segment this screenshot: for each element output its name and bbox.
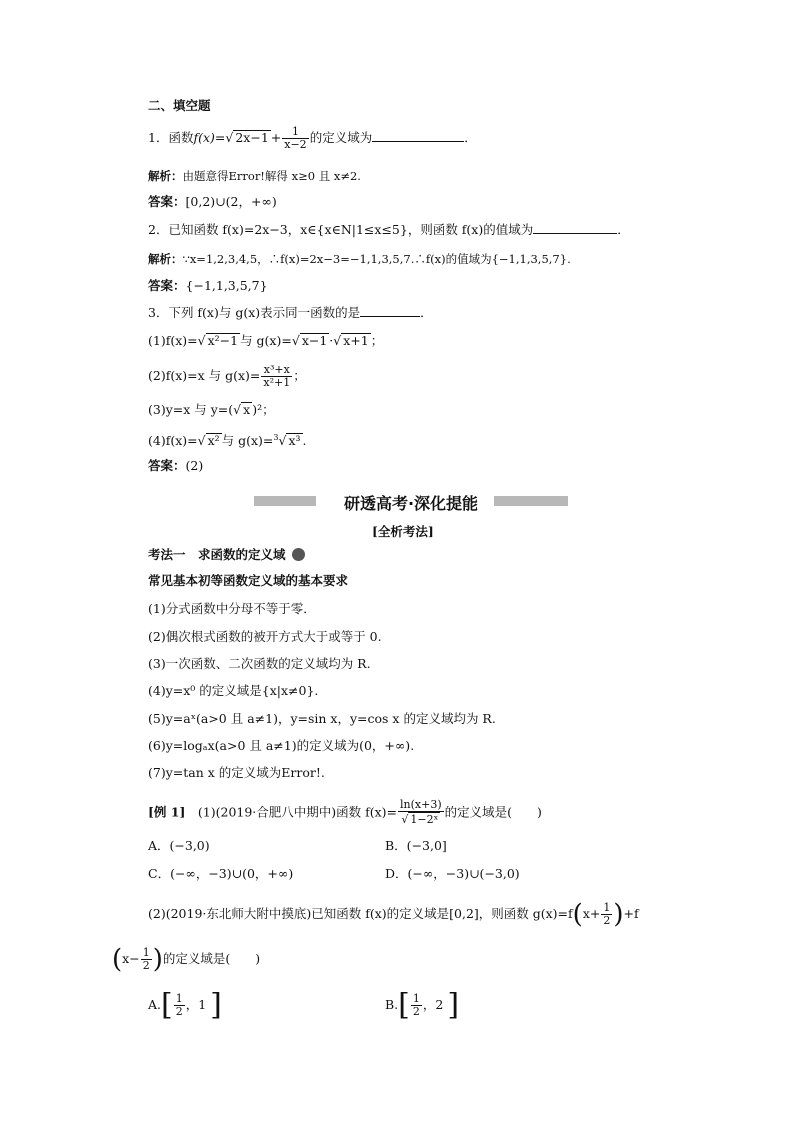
- q1-fx: f(x)=: [193, 130, 226, 145]
- method-1-item: (4)y=x⁰ 的定义域是{x|x≠0}.: [148, 683, 319, 698]
- paren-open-icon: (: [572, 899, 583, 930]
- q1-fraction: [282, 126, 308, 151]
- example-1-part2-frac-num: 1: [603, 901, 611, 914]
- q1-analysis-label: 解析：: [148, 169, 183, 183]
- q2-analysis-text: ∵x=1,2,3,4,5，∴f(x)=2x−3=−1,1,3,5,7.∴f(x)的值域为{−1,1,3,5,7}.: [182, 252, 571, 266]
- option-a-den: 2: [175, 1005, 183, 1018]
- paren-open-icon: (: [112, 944, 123, 975]
- q2-answer: [148, 278, 268, 294]
- example-1-frac-den: √ 1−2ˣ: [401, 813, 439, 826]
- option-a-fraction: [174, 993, 185, 1018]
- q1-answer-label: 答案：: [148, 194, 186, 209]
- example-1-part2-fraction-2: [141, 947, 152, 972]
- method-1-item: (2)偶次根式函数的被开方式大于或等于 0.: [148, 629, 382, 644]
- example-1-frac-num: ln(x+3): [400, 798, 442, 811]
- bracket-open-icon: [: [398, 987, 410, 1023]
- example-1-part2-x1: x+: [582, 906, 601, 921]
- banner-title-dot: ·: [407, 494, 415, 513]
- q3-option-4: (4)f(x)=√ x² 与 g(x)=$^3$√ x³ .: [148, 433, 307, 449]
- q3-opt4-sqrt1: x²: [207, 433, 220, 449]
- question-3: [148, 305, 433, 321]
- section-title: 二、填空题: [148, 98, 211, 113]
- q3-text: 3．下列 f(x)与 g(x)表示同一函数的是: [148, 305, 361, 320]
- q3-opt1-sqrt2: x−1: [301, 333, 328, 348]
- q3-end: ．: [420, 305, 433, 320]
- q3-answer-label: 答案：: [148, 458, 186, 473]
- example-1-fraction: [398, 799, 444, 827]
- q3-opt1-b: 与 g(x)=: [240, 333, 292, 348]
- q3-opt4-end: .: [302, 433, 307, 449]
- q1-end: ．: [464, 130, 477, 145]
- q3-option-2: [148, 364, 306, 389]
- q2-text: 2．已知函数 f(x)=2x−3，x∈{x∈N|1≤x≤5}，则函数 f(x)的值域为: [148, 222, 534, 237]
- option-b-den: 2: [412, 1005, 420, 1018]
- q3-opt2-fraction: [261, 364, 292, 389]
- option-a-label: A.: [148, 997, 162, 1012]
- method-1-item: (7)y=tan x 的定义域为Error!.: [148, 765, 325, 780]
- paren-close-icon: ): [152, 944, 163, 975]
- option-b-fraction: [411, 993, 422, 1018]
- method-1-item: (6)y=logₐx(a>0 且 a≠1)的定义域为(0，+∞).: [148, 738, 415, 753]
- example-1-part2-frac2-num: 1: [142, 946, 150, 959]
- q3-answer: [148, 458, 203, 474]
- q1-answer-blank: [372, 131, 464, 142]
- option-b-label: B.: [385, 997, 399, 1012]
- bracket-close-icon: ]: [447, 987, 460, 1023]
- q3-opt2-num: x³+x: [261, 364, 292, 377]
- example-1-part2-option-a: [148, 987, 222, 1023]
- q2-analysis-label: 解析：: [148, 252, 183, 266]
- method-1-item: (1)分式函数中分母不等于零．: [148, 601, 316, 616]
- example-1-part2-b: 的定义域是( ): [162, 951, 261, 966]
- q1-number: 1．: [148, 130, 169, 145]
- q3-opt1-sqrt1: x²−1: [207, 333, 239, 348]
- q3-opt1-dot: ·: [329, 333, 334, 348]
- example-1-option-c: C．(−∞，−3)∪(0，+∞): [148, 866, 294, 881]
- option-a-rest: ，1: [185, 997, 207, 1012]
- q3-opt2-end: ；: [293, 368, 306, 383]
- q1-pre: 函数: [168, 130, 194, 145]
- q1-analysis-text: 由题意得Error!解得 x≥0 且 x≠2.: [182, 169, 361, 183]
- q3-opt4-b: 与 g(x)=: [221, 433, 274, 449]
- q3-opt4-a: (4)f(x)=: [148, 433, 198, 449]
- example-1-part2-option-b: [385, 987, 460, 1023]
- q1-sqrt: 2x−1: [235, 130, 269, 145]
- q3-opt3-sqrt: x: [243, 402, 251, 417]
- q3-answer-blank: [360, 306, 420, 317]
- q2-analysis: [148, 251, 571, 267]
- banner-title-left: 研透高考: [343, 494, 408, 513]
- q1-post: 的定义域为: [309, 130, 373, 145]
- example-1-part2-plus-f: +f: [623, 906, 639, 921]
- method-1-heading: 常见基本初等函数定义域的基本要求: [148, 573, 349, 588]
- banner-title-right: 深化提能: [414, 494, 479, 513]
- q3-option-3: (3)y=x 与 y=(√ x )²；: [148, 402, 275, 417]
- example-1-part-2-cont: [112, 944, 261, 975]
- q1-plus: +: [270, 130, 282, 145]
- q2-answer-label: 答案：: [148, 278, 186, 293]
- q1-answer-text: [0,2)∪(2，+∞): [185, 194, 277, 209]
- question-2: [148, 222, 630, 238]
- example-1-part2-x2: x−: [122, 951, 140, 966]
- method-1-item: (5)y=aˣ(a>0 且 a≠1)，y=sin x，y=cos x 的定义域均为 R.: [148, 711, 496, 726]
- question-1: 1．函数f(x)=√ 2x−1 + $\frac{1}{x-2}$ 的定义域为 ．: [148, 125, 477, 151]
- q1-answer: [148, 194, 277, 210]
- example-1-part2-frac-den: 2: [603, 914, 611, 927]
- example-1-label: [例 1]: [148, 804, 186, 820]
- q3-opt4-root-index: 3: [273, 433, 279, 442]
- q2-answer-text: {−1,1,3,5,7}: [185, 278, 268, 293]
- option-b-rest: ，2: [422, 997, 444, 1012]
- option-b-num: 1: [412, 992, 420, 1005]
- q1-frac-den: x−2: [284, 138, 307, 151]
- example-1-part1-b: 的定义域是( ): [444, 804, 542, 820]
- q3-answer-text: (2): [185, 458, 204, 473]
- q2-end: ．: [617, 222, 630, 237]
- example-1-option-a: A．(−3,0): [148, 838, 210, 853]
- example-1-option-b: B．(−3,0]: [385, 838, 447, 853]
- example-1-frac-den-sqrt: 1−2ˣ: [410, 813, 439, 826]
- q3-opt3-end: )²；: [252, 402, 275, 417]
- bracket-close-icon: ]: [210, 987, 222, 1023]
- q1-analysis: [148, 168, 361, 184]
- method-1-item: (3)一次函数、二次函数的定义域均为 R.: [148, 656, 371, 671]
- example-1-option-d: D．(−∞，−3)∪(−3,0): [385, 866, 520, 881]
- bullet-dot-icon: [292, 548, 305, 561]
- paren-close-icon: ): [613, 899, 624, 930]
- example-1-part2-fraction: [601, 902, 612, 927]
- q3-opt3-a: (3)y=x 与 y=(: [148, 402, 234, 417]
- q3-opt1-end: ；: [370, 333, 384, 348]
- q3-opt4-sqrt2: x³: [288, 433, 301, 449]
- q1-frac-num: 1: [282, 126, 308, 139]
- banner-title: [254, 491, 568, 514]
- example-1-part2-frac2-den: 2: [142, 959, 150, 972]
- method-1-title-text: 考法一 求函数的定义域: [148, 547, 286, 562]
- q3-option-1: (1)f(x)=√ x²−1 与 g(x)=√ x−1 ·√ x+1 ；: [148, 333, 384, 348]
- section-banner: [254, 490, 568, 512]
- method-1-title: [148, 547, 305, 563]
- sub-title: [全析考法]: [372, 524, 434, 539]
- option-a-num: 1: [175, 992, 183, 1005]
- bracket-open-icon: [: [161, 987, 173, 1023]
- q3-opt1-a: (1)f(x)=: [148, 333, 198, 348]
- q2-answer-blank: [533, 223, 617, 234]
- q3-opt1-sqrt3: x+1: [343, 333, 369, 348]
- q3-opt2-a: (2)f(x)=x 与 g(x)=: [148, 368, 261, 383]
- example-1-part2-a: (2)(2019·东北师大附中摸底)已知函数 f(x)的定义域是[0,2]，则函数 g(x)=f: [148, 906, 573, 921]
- example-1-part1-a: (1)(2019·合肥八中期中)函数 f(x)=: [197, 804, 398, 820]
- example-1-part-2: [148, 899, 639, 930]
- q3-opt2-den: x²+1: [263, 376, 291, 389]
- example-1-part-1: [148, 799, 542, 827]
